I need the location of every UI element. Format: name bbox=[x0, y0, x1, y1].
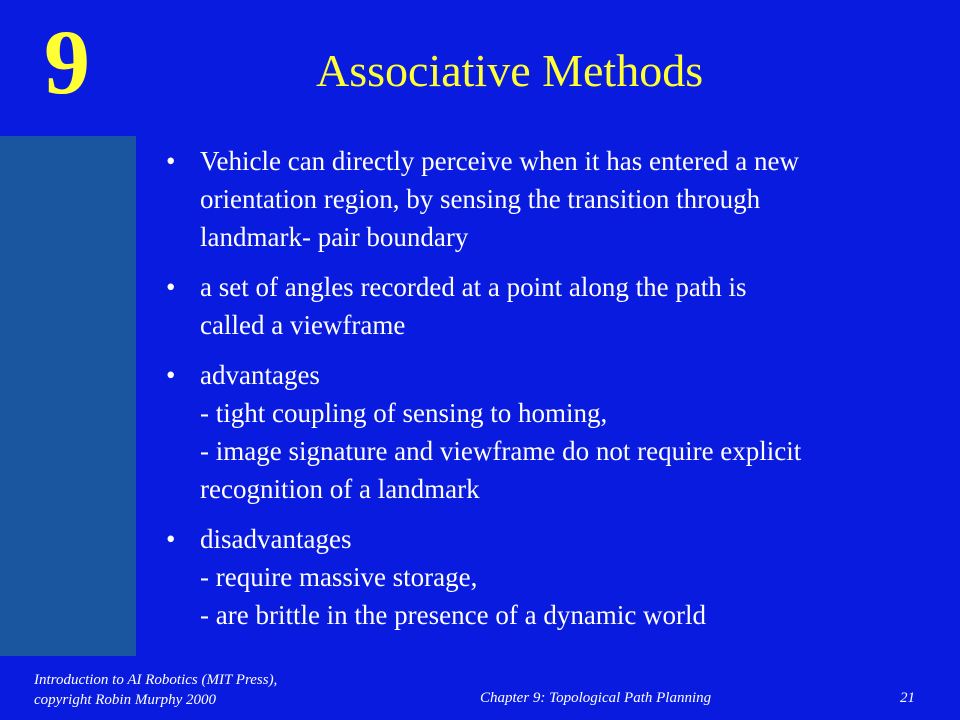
slide-title: Associative Methods bbox=[316, 45, 704, 96]
footer-chapter: Chapter 9: Topological Path Planning bbox=[480, 690, 712, 706]
bullet-line: recognition of a landmark bbox=[200, 474, 480, 504]
chapter-number: 9 bbox=[44, 11, 90, 113]
bullet-text bbox=[200, 268, 920, 344]
bullet-line: - require massive storage, bbox=[200, 562, 478, 592]
footer-copyright-line: copyright Robin Murphy 2000 bbox=[34, 692, 217, 708]
bullet-text bbox=[200, 142, 920, 256]
bullet-line: advantages bbox=[200, 360, 320, 390]
bullet-line: - tight coupling of sensing to homing, bbox=[200, 398, 608, 428]
page-number: 21 bbox=[900, 690, 915, 706]
bullet-item bbox=[160, 142, 920, 256]
bullet-icon: • bbox=[166, 272, 176, 302]
bullet-item bbox=[160, 268, 920, 344]
bullet-icon: • bbox=[166, 146, 176, 176]
bullet-text bbox=[200, 520, 920, 634]
bullet-line: orientation region, by sensing the transition through bbox=[200, 184, 761, 214]
side-accent-bar bbox=[0, 136, 136, 656]
bullet-line: disadvantages bbox=[200, 524, 352, 554]
bullet-icon: • bbox=[166, 360, 176, 390]
bullet-text bbox=[200, 356, 920, 508]
bullet-line: Vehicle can directly perceive when it has entered a new bbox=[200, 146, 799, 176]
bullet-item bbox=[160, 520, 920, 634]
footer-copyright-line: Introduction to AI Robotics (MIT Press), bbox=[34, 672, 278, 688]
bullet-line: a set of angles recorded at a point along the path is bbox=[200, 272, 747, 302]
bullet-line: - are brittle in the presence of a dynamic world bbox=[200, 600, 707, 630]
bullet-line: landmark- pair boundary bbox=[200, 222, 469, 252]
footer-copyright bbox=[34, 670, 277, 710]
bullet-line: - image signature and viewframe do not require explicit bbox=[200, 436, 802, 466]
bullet-line: called a viewframe bbox=[200, 310, 406, 340]
bullet-item bbox=[160, 356, 920, 508]
bullet-icon: • bbox=[166, 524, 176, 554]
bullet-list bbox=[160, 142, 920, 646]
